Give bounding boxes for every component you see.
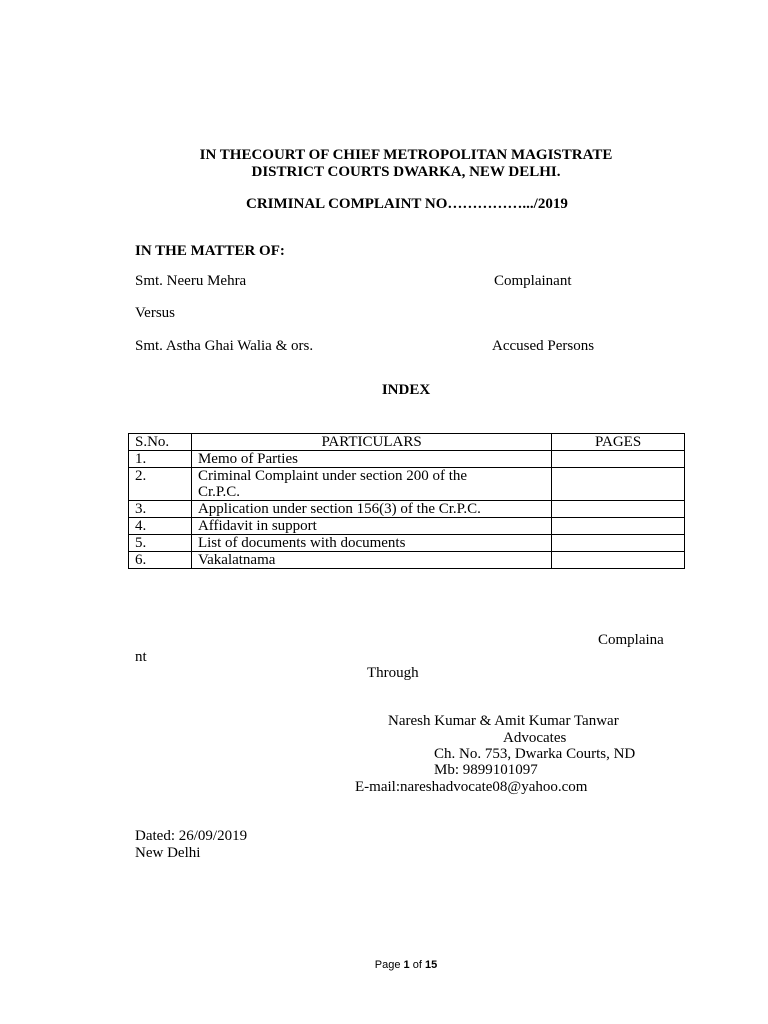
- row-particulars: Affidavit in support: [191, 518, 551, 535]
- row-particulars: Vakalatnama: [191, 552, 551, 569]
- accused-name: Smt. Astha Ghai Walia & ors.: [135, 338, 314, 354]
- row-particulars-line: Criminal Complaint under section 200 of the: [197, 468, 468, 484]
- row-particulars: [191, 468, 551, 501]
- table-row: [129, 552, 685, 569]
- row-pages: [552, 535, 685, 552]
- signatory-complainant-part1: Complaina: [598, 632, 664, 648]
- table-row: [129, 468, 685, 501]
- accused-role: Accused Persons: [492, 338, 595, 354]
- row-sno: 6.: [129, 552, 192, 569]
- row-pages: [552, 518, 685, 535]
- page-footer: [0, 959, 768, 971]
- page-total: 15: [424, 959, 438, 971]
- dated-label: Dated: 26/09/2019: [135, 828, 248, 844]
- page-current: 1: [403, 959, 410, 971]
- row-particulars: Memo of Parties: [191, 451, 551, 468]
- matter-title: IN THE MATTER OF:: [135, 243, 285, 259]
- email-address: E-mail:nareshadvocate08@yahoo.com: [355, 779, 588, 795]
- page-label: Page: [374, 959, 404, 971]
- table-header-row: [129, 434, 685, 451]
- row-sno: 3.: [129, 501, 192, 518]
- row-pages: [552, 501, 685, 518]
- index-title: INDEX: [381, 382, 431, 398]
- row-particulars: List of documents with documents: [191, 535, 551, 552]
- place-label: New Delhi: [135, 845, 201, 861]
- header-particulars: PARTICULARS: [191, 434, 551, 451]
- table-row: [129, 518, 685, 535]
- table-row: [129, 501, 685, 518]
- advocates-label: Advocates: [503, 730, 567, 746]
- page-of-label: of: [409, 959, 425, 971]
- court-title: IN THECOURT OF CHIEF METROPOLITAN MAGISTRATE: [199, 147, 613, 163]
- chamber-address: Ch. No. 753, Dwarka Courts, ND: [434, 746, 636, 762]
- row-pages: [552, 468, 685, 501]
- table-row: [129, 535, 685, 552]
- table-row: [129, 451, 685, 468]
- row-sno: 4.: [129, 518, 192, 535]
- header-sno: S.No.: [129, 434, 192, 451]
- row-particulars: Application under section 156(3) of the Cr.P.C.: [191, 501, 551, 518]
- row-pages: [552, 451, 685, 468]
- row-sno: 2.: [129, 468, 192, 501]
- row-sno: 1.: [129, 451, 192, 468]
- row-pages: [552, 552, 685, 569]
- row-particulars-line: Cr.P.C.: [197, 484, 241, 500]
- court-location: DISTRICT COURTS DWARKA, NEW DELHI.: [251, 164, 561, 180]
- mobile-number: Mb: 9899101097: [434, 762, 538, 778]
- complaint-number: CRIMINAL COMPLAINT NO…………….../2019: [246, 196, 568, 212]
- header-pages: PAGES: [552, 434, 685, 451]
- advocates-names: Naresh Kumar & Amit Kumar Tanwar: [388, 713, 619, 729]
- versus-label: Versus: [135, 305, 175, 321]
- complainant-role: Complainant: [494, 273, 572, 289]
- complainant-name: Smt. Neeru Mehra: [135, 273, 247, 289]
- through-label: Through: [367, 665, 419, 681]
- signatory-complainant-part2: nt: [135, 649, 147, 665]
- index-table: [128, 433, 685, 569]
- row-sno: 5.: [129, 535, 192, 552]
